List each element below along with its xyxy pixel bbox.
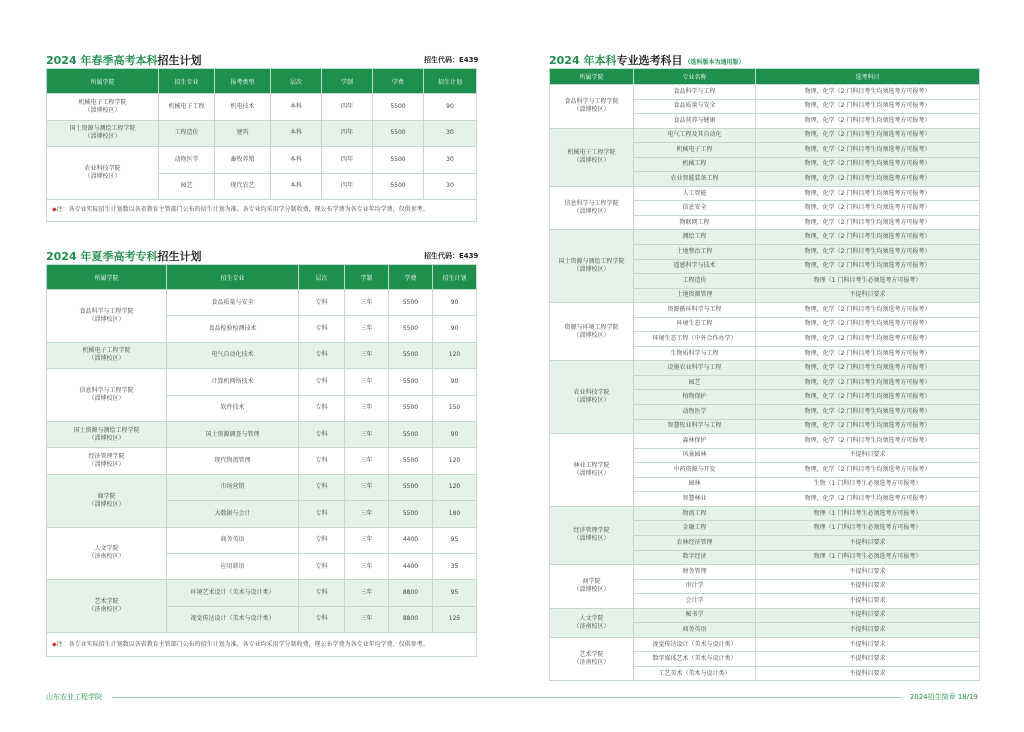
college-name: 机械电子工程学院 xyxy=(82,347,131,355)
column-header: 招生计划 xyxy=(433,265,477,290)
column-header: 报考类型 xyxy=(215,69,271,94)
table-cell: 园林 xyxy=(634,477,756,492)
table-cell: 农林经济管理 xyxy=(634,535,756,550)
college-campus: （淄博校区） xyxy=(88,395,125,403)
table-cell: 视觉传达设计（美术与设计类） xyxy=(167,606,299,632)
column-header: 学费 xyxy=(389,265,433,290)
table-cell: 5500 xyxy=(373,120,424,147)
footnote-text: 注：各专业实际招生计划数以各省教育主管部门公布的招生计划为准。各专业均采用学分制收费，现公布学费为各专业年均学费，仅供参考。 xyxy=(56,640,429,648)
footer-school-name: 山东农业工程学院 xyxy=(46,693,102,701)
college-name: 机械电子工程学院 xyxy=(78,98,127,106)
table-cell: 商务英语 xyxy=(167,527,299,553)
footer-divider xyxy=(112,697,902,698)
college-campus: （淄博校区） xyxy=(573,397,610,405)
table-cell: 视觉传达设计（美术与设计类） xyxy=(634,637,756,652)
table-cell: 土地资源管理 xyxy=(634,288,756,303)
spring-enrollment-code: 招生代码：E439 xyxy=(424,56,479,64)
table-cell: 8800 xyxy=(389,580,433,606)
table-cell: 专科 xyxy=(299,421,345,447)
table-cell: 动物医学 xyxy=(634,405,756,420)
table-cell: 物理，化学（2 门科目考生均须选考方可报考） xyxy=(756,85,980,100)
table-cell: 物理，化学（2 门科目考生均须选考方可报考） xyxy=(756,303,980,318)
footer-page-number: 2024招生简章 18/19 xyxy=(909,693,978,701)
table-cell: 三年 xyxy=(345,606,389,632)
table-cell: 30 xyxy=(424,147,477,174)
college-cell xyxy=(47,147,159,200)
college-cell xyxy=(550,434,634,507)
college-campus: （淄博校区） xyxy=(84,173,121,180)
college-name: 林业工程学院 xyxy=(573,461,610,469)
table-cell: 物理，化学（2 门科目考生均须选考方可报考） xyxy=(756,434,980,449)
college-name: 食品科学与工程学院 xyxy=(564,98,619,106)
table-cell: 物理，化学（2 门科目考生均须选考方可报考） xyxy=(756,157,980,172)
table-cell: 生物（1 门科目考生必须选考方可报考） xyxy=(756,477,980,492)
table-cell: 物理，化学（2 门科目考生均须选考方可报考） xyxy=(756,361,980,376)
table-cell: 物理（1 门科目考生必须选考方可报考） xyxy=(756,274,980,289)
column-header: 层次 xyxy=(271,69,322,94)
college-name: 资源与环境工程学院 xyxy=(564,323,619,331)
table-cell: 专科 xyxy=(299,553,345,579)
college-campus: （淄博校区） xyxy=(573,586,610,594)
table-cell: 动物医学 xyxy=(159,147,215,174)
table-cell: 三年 xyxy=(345,369,389,395)
table-cell: 90 xyxy=(433,316,477,342)
table-cell: 125 xyxy=(433,606,477,632)
college-campus: （济南校区） xyxy=(88,553,125,561)
college-name: 信息科学与工程学院 xyxy=(564,200,619,208)
table-cell: 专科 xyxy=(299,474,345,500)
college-name: 艺术学院 xyxy=(94,598,119,606)
summer-plan-table xyxy=(46,264,477,657)
table-cell: 遥感科学与技术 xyxy=(634,259,756,274)
table-cell: 5500 xyxy=(389,395,433,421)
column-header: 招生计划 xyxy=(424,69,477,94)
column-header: 选考科目 xyxy=(756,69,980,85)
table-row xyxy=(47,94,477,121)
table-cell: 不提科目要求 xyxy=(756,565,980,580)
table-cell: 不提科目要求 xyxy=(756,608,980,623)
table-cell: 本科 xyxy=(271,120,322,147)
college-cell xyxy=(47,527,167,580)
table-cell: 数字经济 xyxy=(634,550,756,565)
spring-plan-table xyxy=(46,68,477,222)
table-cell: 四年 xyxy=(322,94,373,121)
table-cell: 环境生态工程 xyxy=(634,317,756,332)
college-cell xyxy=(550,565,634,609)
table-row xyxy=(47,527,477,553)
table-row xyxy=(47,147,477,174)
college-cell xyxy=(550,230,634,303)
table-cell: 物理，化学（2 门科目考生均须选考方可报考） xyxy=(756,346,980,361)
table-cell: 物理，化学（2 门科目考生均须选考方可报考） xyxy=(756,143,980,158)
table-cell: 5500 xyxy=(389,501,433,527)
table-cell: 90 xyxy=(433,290,477,316)
table-cell: 专科 xyxy=(299,290,345,316)
table-row xyxy=(550,303,980,318)
footnote-text: 注：各专业实际招生计划数以各省教育主管部门公布的招生计划为准。各专业均采用学分制收费，现公布学费为各专业年均学费，仅供参考。 xyxy=(56,206,429,214)
college-campus: （济南校区） xyxy=(88,606,125,614)
college-cell xyxy=(47,421,167,447)
college-name: 国土资源与测绘工程学院 xyxy=(73,426,140,434)
column-header: 层次 xyxy=(299,265,345,290)
table-cell: 四年 xyxy=(322,173,373,200)
footnote-mark: ◆ xyxy=(52,206,57,214)
table-cell: 机械电子工程 xyxy=(634,143,756,158)
table-cell: 90 xyxy=(433,369,477,395)
college-name: 国土资源与测绘工程学院 xyxy=(558,258,625,266)
table-cell: 本科 xyxy=(271,173,322,200)
college-name: 商学院 xyxy=(582,578,601,586)
college-cell xyxy=(47,580,167,633)
table-cell: 90 xyxy=(424,94,477,121)
table-cell: 物理，化学（2 门科目考生均须选考方可报考） xyxy=(756,172,980,187)
table-cell: 物理，化学（2 门科目考生均须选考方可报考） xyxy=(756,419,980,434)
college-name: 人文学院 xyxy=(579,614,604,622)
table-cell: 4400 xyxy=(389,527,433,553)
table-cell: 物理，化学（2 门科目考生均须选考方可报考） xyxy=(756,492,980,507)
table-cell: 人工智能 xyxy=(634,186,756,201)
table-cell: 120 xyxy=(433,474,477,500)
table-cell: 150 xyxy=(433,395,477,421)
table-cell: 专科 xyxy=(299,527,345,553)
table-row xyxy=(47,369,477,395)
table-cell: 专科 xyxy=(299,448,345,474)
table-row xyxy=(47,448,477,474)
table-cell: 5500 xyxy=(389,474,433,500)
table-cell: 会计学 xyxy=(634,594,756,609)
table-cell: 市场营销 xyxy=(167,474,299,500)
college-campus: （淄博校区） xyxy=(573,106,610,114)
table-cell: 三年 xyxy=(345,342,389,368)
table-row xyxy=(550,230,980,245)
table-cell: 30 xyxy=(424,120,477,147)
table-cell: 软件技术 xyxy=(167,395,299,421)
table-cell: 土地整治工程 xyxy=(634,245,756,260)
table-cell: 5500 xyxy=(373,94,424,121)
table-cell: 不提科目要求 xyxy=(756,666,980,681)
table-cell: 专科 xyxy=(299,316,345,342)
table-cell: 园艺 xyxy=(634,375,756,390)
column-header: 学费 xyxy=(373,69,424,94)
college-cell xyxy=(47,120,159,147)
table-cell: 设施农业科学与工程 xyxy=(634,361,756,376)
table-cell: 5500 xyxy=(389,448,433,474)
table-row xyxy=(550,637,980,652)
college-cell xyxy=(550,186,634,230)
college-campus: （淄博校区） xyxy=(573,157,610,165)
table-cell: 5500 xyxy=(389,316,433,342)
table-cell: 工程造价 xyxy=(634,274,756,289)
table-cell: 不提科目要求 xyxy=(756,594,980,609)
table-cell: 四年 xyxy=(322,120,373,147)
college-name: 经济管理学院 xyxy=(88,452,125,460)
table-cell: 本科 xyxy=(271,147,322,174)
college-campus: （淄博校区） xyxy=(573,469,610,477)
table-cell: 物理，化学（2 门科目考生均须选考方可报考） xyxy=(756,375,980,390)
college-name: 商学院 xyxy=(97,492,116,500)
college-cell xyxy=(550,85,634,129)
college-name: 机械电子工程学院 xyxy=(567,149,616,157)
table-cell: 物理（1 门科目考生必须选考方可报考） xyxy=(756,506,980,521)
table-cell: 机电技术 xyxy=(215,94,271,121)
table-cell: 物理，化学（2 门科目考生均须选考方可报考） xyxy=(756,405,980,420)
table-cell: 专科 xyxy=(299,501,345,527)
table-cell: 本科 xyxy=(271,94,322,121)
table-row xyxy=(550,85,980,100)
college-name: 经济管理学院 xyxy=(573,527,610,535)
college-campus: （淄博校区） xyxy=(88,355,125,363)
college-campus: （淄博校区） xyxy=(88,461,125,469)
college-cell xyxy=(550,637,634,681)
table-cell: 物理，化学（2 门科目考生均须选考方可报考） xyxy=(756,390,980,405)
table-cell: 120 xyxy=(433,342,477,368)
college-name: 国土资源与测绘工程学院 xyxy=(69,125,136,133)
table-row xyxy=(47,580,477,606)
college-campus: （淄博校区） xyxy=(573,266,610,274)
spring-header-row xyxy=(47,69,477,94)
footnote-row xyxy=(47,633,477,657)
table-cell: 5500 xyxy=(373,173,424,200)
column-header: 所属学院 xyxy=(550,69,634,85)
table-cell: 现代物流管理 xyxy=(167,448,299,474)
table-cell: 4400 xyxy=(389,553,433,579)
table-cell: 畜牧养殖 xyxy=(215,147,271,174)
college-campus: （济南校区） xyxy=(573,659,610,667)
table-cell: 90 xyxy=(433,421,477,447)
spring-plan-title: 2024 年春季高考本科招生计划 xyxy=(46,54,202,67)
college-campus: （淄博校区） xyxy=(88,500,125,508)
table-cell: 资源循环科学与工程 xyxy=(634,303,756,318)
table-row xyxy=(550,128,980,143)
table-cell: 数字媒体艺术（美术与设计类） xyxy=(634,652,756,667)
table-cell: 食品营养与健康 xyxy=(634,114,756,129)
table-cell: 森林保护 xyxy=(634,434,756,449)
table-cell: 三年 xyxy=(345,395,389,421)
table-cell: 三年 xyxy=(345,474,389,500)
table-row xyxy=(47,120,477,147)
table-cell: 三年 xyxy=(345,290,389,316)
table-cell: 农业智能装备工程 xyxy=(634,172,756,187)
college-campus: （淄博校区） xyxy=(573,331,610,339)
table-cell: 5500 xyxy=(373,147,424,174)
college-name: 艺术学院 xyxy=(579,651,604,658)
table-cell: 计算机网络技术 xyxy=(167,369,299,395)
table-cell: 物联网工程 xyxy=(634,215,756,230)
table-cell: 不提科目要求 xyxy=(756,579,980,594)
table-row xyxy=(47,421,477,447)
summer-enrollment-code: 招生代码：E439 xyxy=(424,252,479,260)
table-cell: 三年 xyxy=(345,527,389,553)
table-cell: 30 xyxy=(424,173,477,200)
summer-header-row xyxy=(47,265,477,290)
table-cell: 专科 xyxy=(299,342,345,368)
table-cell: 机械电子工程 xyxy=(159,94,215,121)
table-cell: 物理（1 门科目考生必须选考方可报考） xyxy=(756,521,980,536)
table-row xyxy=(47,342,477,368)
table-cell: 180 xyxy=(433,501,477,527)
table-cell: 环境艺术设计（美术与设计类） xyxy=(167,580,299,606)
column-header: 所属学院 xyxy=(47,265,167,290)
table-cell: 物理，化学（2 门科目考生均须选考方可报考） xyxy=(756,230,980,245)
subjects-title: 2024 年本科专业选考科目 （选科版本为通用版） xyxy=(549,54,745,67)
table-cell: 商务英语 xyxy=(634,623,756,638)
table-cell: 物理，化学（2 门科目考生均须选考方可报考） xyxy=(756,128,980,143)
table-cell: 专科 xyxy=(299,580,345,606)
college-cell xyxy=(47,94,159,121)
table-cell: 三年 xyxy=(345,448,389,474)
college-campus: （淄博校区） xyxy=(88,315,125,323)
table-cell: 三年 xyxy=(345,501,389,527)
college-cell xyxy=(550,506,634,564)
table-cell: 物理，化学（2 门科目考生均须选考方可报考） xyxy=(756,99,980,114)
table-row xyxy=(550,506,980,521)
table-cell: 机械工程 xyxy=(634,157,756,172)
table-cell: 智慧林业 xyxy=(634,492,756,507)
table-cell: 应用韩语 xyxy=(167,553,299,579)
table-cell: 95 xyxy=(433,527,477,553)
table-cell: 智慧牧业科学与工程 xyxy=(634,419,756,434)
column-header: 专业名称 xyxy=(634,69,756,85)
table-cell: 物理，化学（2 门科目考生均须选考方可报考） xyxy=(756,215,980,230)
college-cell xyxy=(550,303,634,361)
table-cell: 金融工程 xyxy=(634,521,756,536)
college-campus: （淄博校区） xyxy=(84,133,121,141)
table-cell: 大数据与会计 xyxy=(167,501,299,527)
college-cell xyxy=(47,290,167,343)
table-cell: 120 xyxy=(433,448,477,474)
college-campus: （淄博校区） xyxy=(573,208,610,216)
table-cell: 物理，化学（2 门科目考生均须选考方可报考） xyxy=(756,317,980,332)
college-cell xyxy=(47,448,167,474)
table-cell: 食品检验检测技术 xyxy=(167,316,299,342)
table-cell: 三年 xyxy=(345,580,389,606)
table-cell: 电气工程及其自动化 xyxy=(634,128,756,143)
table-row xyxy=(550,608,980,623)
college-name: 人文学院 xyxy=(94,545,119,553)
table-cell: 不提科目要求 xyxy=(756,288,980,303)
table-cell: 四年 xyxy=(322,147,373,174)
table-row xyxy=(550,361,980,376)
table-cell: 电气自动化技术 xyxy=(167,342,299,368)
table-cell: 三年 xyxy=(345,421,389,447)
table-cell: 国土资源调查与管理 xyxy=(167,421,299,447)
college-cell xyxy=(47,474,167,527)
table-cell: 食品科学与工程 xyxy=(634,85,756,100)
table-cell: 物理，化学（2 门科目考生均须选考方可报考） xyxy=(756,186,980,201)
table-cell: 不提科目要求 xyxy=(756,535,980,550)
table-cell: 工艺美术（美术与设计类） xyxy=(634,666,756,681)
table-cell: 现代农艺 xyxy=(215,173,271,200)
footnote-mark: ◆ xyxy=(52,640,57,648)
table-cell: 三年 xyxy=(345,316,389,342)
table-cell: 物理，化学（2 门科目考生均须选考方可报考） xyxy=(756,332,980,347)
table-cell: 专科 xyxy=(299,369,345,395)
college-campus: （淄博校区） xyxy=(84,106,121,114)
table-cell: 物理（1 门科目考生必须选考方可报考） xyxy=(756,550,980,565)
college-name: 信息科学与工程学院 xyxy=(79,386,134,394)
table-cell: 5500 xyxy=(389,342,433,368)
subjects-table xyxy=(549,68,980,681)
table-cell: 工程造价 xyxy=(159,120,215,147)
column-header: 学制 xyxy=(345,265,389,290)
table-cell: 物理，化学（2 门科目考生均须选考方可报考） xyxy=(756,463,980,478)
table-row xyxy=(550,186,980,201)
college-cell xyxy=(550,608,634,637)
summer-plan-title: 2024 年夏季高考专科招生计划 xyxy=(46,250,202,263)
subjects-header-row xyxy=(550,69,980,85)
college-cell xyxy=(47,342,167,368)
footnote-cell xyxy=(47,633,477,657)
table-cell: 三年 xyxy=(345,553,389,579)
table-row xyxy=(550,565,980,580)
college-cell xyxy=(47,369,167,422)
table-cell: 专科 xyxy=(299,606,345,632)
college-campus: （淄博校区） xyxy=(88,434,125,442)
table-cell: 财务管理 xyxy=(634,565,756,580)
table-cell: 物理，化学（2 门科目考生均须选考方可报考） xyxy=(756,259,980,274)
table-cell: 5500 xyxy=(389,421,433,447)
table-row xyxy=(47,474,477,500)
table-cell: 物理，化学（2 门科目考生均须选考方可报考） xyxy=(756,201,980,216)
table-cell: 95 xyxy=(433,580,477,606)
footnote-row xyxy=(47,200,477,222)
college-cell xyxy=(550,128,634,186)
table-cell: 建筑 xyxy=(215,120,271,147)
table-row xyxy=(550,434,980,449)
college-name: 食品科学与工程学院 xyxy=(79,307,134,315)
table-cell: 环境生态工程（中外合作办学） xyxy=(634,332,756,347)
table-cell: 不提科目要求 xyxy=(756,448,980,463)
table-cell: 测绘工程 xyxy=(634,230,756,245)
table-cell: 植物保护 xyxy=(634,390,756,405)
table-cell: 不提科目要求 xyxy=(756,637,980,652)
table-cell: 专科 xyxy=(299,395,345,421)
footnote-cell xyxy=(47,200,477,222)
college-campus: （济南校区） xyxy=(573,622,610,630)
table-cell: 园艺 xyxy=(159,173,215,200)
table-cell: 食品质量与安全 xyxy=(167,290,299,316)
table-cell: 物理，化学（2 门科目考生均须选考方可报考） xyxy=(756,114,980,129)
table-cell: 中药资源与开发 xyxy=(634,463,756,478)
college-name: 农业科技学院 xyxy=(84,164,121,172)
college-name: 农业科技学院 xyxy=(573,389,610,397)
column-header: 招生专业 xyxy=(159,69,215,94)
college-cell xyxy=(550,361,634,434)
table-row xyxy=(47,290,477,316)
table-cell: 35 xyxy=(433,553,477,579)
table-cell: 信息安全 xyxy=(634,201,756,216)
table-cell: 5500 xyxy=(389,290,433,316)
column-header: 学制 xyxy=(322,69,373,94)
table-cell: 不提科目要求 xyxy=(756,623,980,638)
table-cell: 物理，化学（2 门科目考生均须选考方可报考） xyxy=(756,245,980,260)
table-cell: 食品质量与安全 xyxy=(634,99,756,114)
table-cell: 5500 xyxy=(389,369,433,395)
table-cell: 风景园林 xyxy=(634,448,756,463)
table-cell: 不提科目要求 xyxy=(756,652,980,667)
table-cell: 审计学 xyxy=(634,579,756,594)
college-campus: （淄博校区） xyxy=(573,535,610,543)
table-cell: 秘书学 xyxy=(634,608,756,623)
table-cell: 生物质科学与工程 xyxy=(634,346,756,361)
column-header: 招生专业 xyxy=(167,265,299,290)
table-cell: 物流工程 xyxy=(634,506,756,521)
table-cell: 8800 xyxy=(389,606,433,632)
column-header: 所属学院 xyxy=(47,69,159,94)
